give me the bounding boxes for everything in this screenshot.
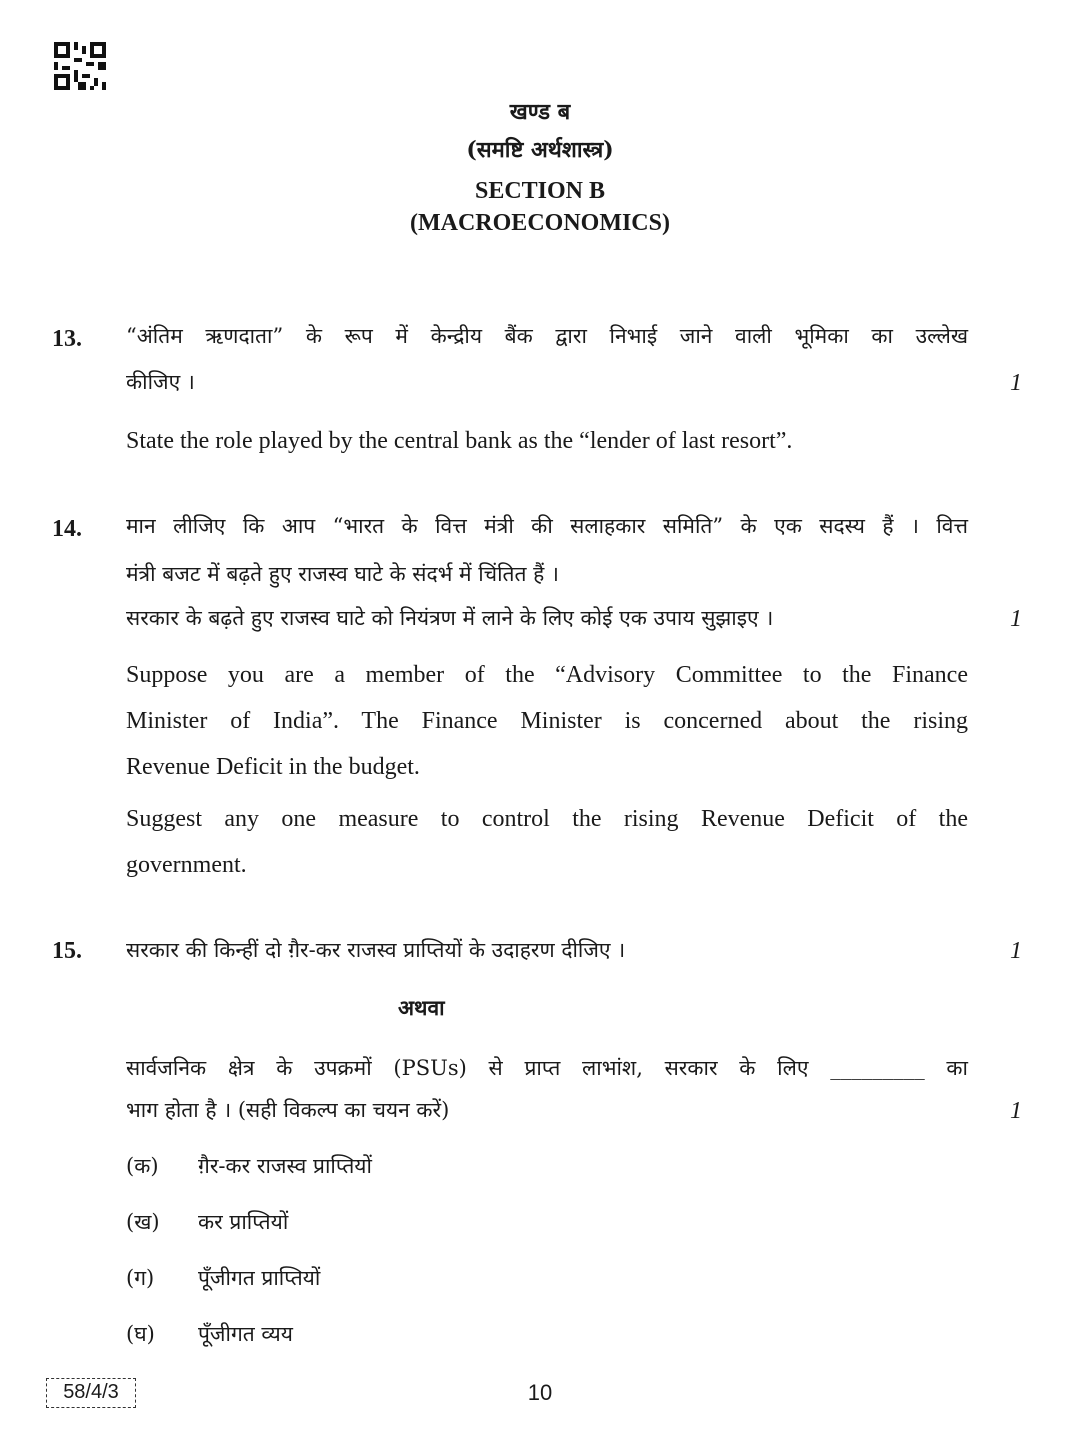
question-hindi-line: सरकार की किन्हीं दो ग़ैर-कर राजस्व प्राप्तियों के उदाहरण दीजिए । bbox=[126, 938, 626, 962]
alt-question-line: सार्वजनिक क्षेत्र के उपक्रमों (PSUs) से प्राप्त लाभांश, सरकार के लिए _________ का bbox=[126, 1056, 968, 1080]
marks: 1 bbox=[1010, 606, 1022, 632]
question-english-line: Suppose you are a member of the “Advisory Committee to the Finance bbox=[126, 662, 968, 688]
marks: 1 bbox=[1010, 938, 1022, 964]
option-text: ग़ैर-कर राजस्व प्राप्तियों bbox=[198, 1154, 372, 1178]
question-number: 14. bbox=[52, 516, 82, 542]
question-english-line: Revenue Deficit in the budget. bbox=[126, 754, 420, 780]
marks: 1 bbox=[1010, 370, 1022, 396]
hindi-subject-title: (समष्टि अर्थशास्त्र) bbox=[466, 137, 614, 163]
question-number: 13. bbox=[52, 326, 82, 352]
question-english-line: Minister of India”. The Finance Minister is concerned about the rising bbox=[126, 708, 968, 734]
option-text: कर प्राप्तियों bbox=[198, 1210, 289, 1234]
question-number: 15. bbox=[52, 938, 82, 964]
question-hindi-line: “अंतिम ऋणदाता” के रूप में केन्द्रीय बैंक द्वारा निभाई जाने वाली भूमिका का उल्लेख bbox=[126, 324, 968, 348]
option-label: (ग) bbox=[126, 1266, 155, 1290]
question-english-line: State the role played by the central bank as the “lender of last resort”. bbox=[126, 428, 793, 454]
option-label: (क) bbox=[126, 1154, 159, 1178]
question-hindi-line: कीजिए । bbox=[126, 370, 195, 394]
or-label: अथवा bbox=[398, 995, 445, 1020]
paper-code: 58/4/3 bbox=[46, 1378, 136, 1408]
question-hindi-line: मान लीजिए कि आप “भारत के वित्त मंत्री की सलाहकार समिति” के एक सदस्य हैं । वित्त bbox=[126, 514, 968, 538]
alt-question-line: भाग होता है । (सही विकल्प का चयन करें) bbox=[126, 1098, 450, 1122]
subject-title: (MACROECONOMICS) bbox=[410, 210, 670, 236]
marks: 1 bbox=[1010, 1098, 1022, 1124]
hindi-section-title: खण्ड ब bbox=[509, 99, 571, 125]
question-hindi-line: मंत्री बजट में बढ़ते हुए राजस्व घाटे के संदर्भ में चिंतित हैं । bbox=[126, 562, 559, 586]
page-number: 10 bbox=[527, 1380, 553, 1405]
option-text: पूँजीगत व्यय bbox=[198, 1322, 293, 1346]
section-title: SECTION B bbox=[474, 178, 606, 204]
option-label: (ख) bbox=[126, 1210, 160, 1234]
option-text: पूँजीगत प्राप्तियों bbox=[198, 1266, 321, 1290]
option-label: (घ) bbox=[126, 1322, 155, 1346]
question-english-line: Suggest any one measure to control the rising Revenue Deficit of the bbox=[126, 806, 968, 832]
question-english-line: government. bbox=[126, 852, 247, 878]
qr-code bbox=[54, 42, 106, 90]
question-hindi-line: सरकार के बढ़ते हुए राजस्व घाटे को नियंत्रण में लाने के लिए कोई एक उपाय सुझाइए । bbox=[126, 606, 774, 630]
